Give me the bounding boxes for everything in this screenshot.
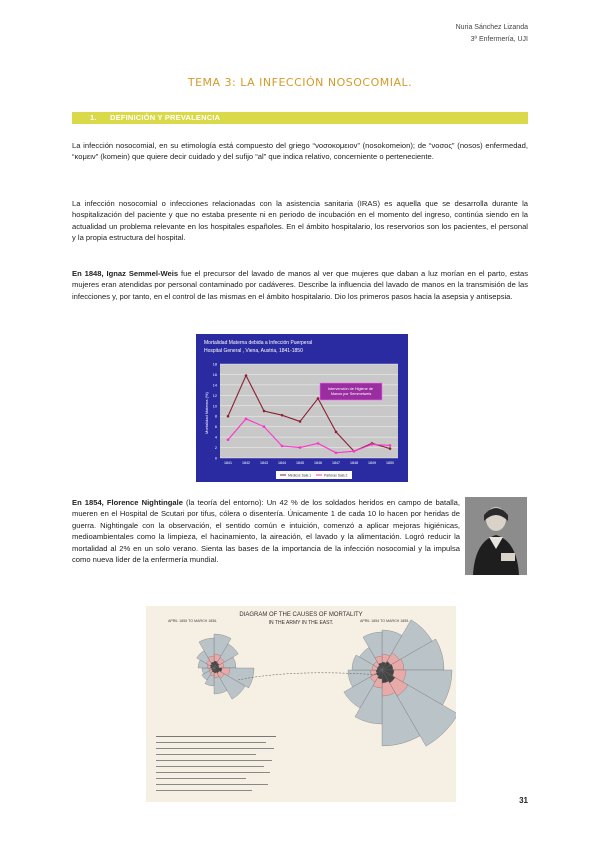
y-tick-label: 10 <box>212 404 217 409</box>
header-author: Nuria Sánchez Lizanda <box>455 24 528 31</box>
chart-svg <box>196 334 408 482</box>
paragraph-semmelweis <box>72 268 528 302</box>
data-point <box>281 445 284 448</box>
data-point <box>317 397 320 400</box>
right-rose-caption: APRIL 1854 TO MARCH 1855. <box>360 619 410 623</box>
legend-label: Parteras Sala 2 <box>324 473 348 478</box>
x-tick-label: 1844 <box>278 461 286 465</box>
x-tick-label: 1846 <box>314 461 322 465</box>
x-tick-label: 1850 <box>386 461 394 465</box>
data-point <box>227 415 230 418</box>
y-tick-label: 2 <box>214 446 217 451</box>
section-number: 1. <box>90 113 97 122</box>
section-label: DEFINICIÓN Y PREVALENCIA <box>110 113 221 122</box>
data-point <box>389 444 392 447</box>
paragraph-nightingale <box>72 497 460 565</box>
paragraph-definition: La infección nosocomial o infecciones relacionadas con la asistencia sanitaria (IRAS) es aquella que se desarrolla durante la hospitalización del paciente y que no estaba presente ni en periodo de incubación en el momento del ingreso, continúa siendo en la actualidad un problema relevante en los hospitales españoles. En el ámbito hospitalario, los reservorios son los pacientes, el personal y la propia estructura del hospital. <box>72 199 528 243</box>
diagram-legend-text <box>156 736 276 791</box>
y-tick-label: 14 <box>212 383 217 388</box>
y-tick-label: 18 <box>212 362 217 367</box>
nightingale-rose-diagram <box>146 606 456 802</box>
data-point <box>317 442 320 445</box>
y-tick-label: 8 <box>214 414 217 419</box>
semmelweis-chart <box>196 334 408 482</box>
rose-right <box>344 620 456 746</box>
page-header <box>456 22 528 46</box>
data-point <box>299 446 302 449</box>
page-number: 31 <box>519 796 528 805</box>
data-point <box>389 447 392 450</box>
x-tick-label: 1841 <box>224 461 232 465</box>
data-point <box>245 418 248 421</box>
left-rose-caption: APRIL 1855 TO MARCH 1856. <box>168 619 218 623</box>
semmelweis-text: fue el precursor del lavado de manos al ver que mujeres que daban a luz morían en el parto, estas mujeres eran atendidas por personal contaminado por cadáveres. Describe la influencia del lavado de manos en la transmisión de las infecciones y, por tanto, en el control de las mismas en el ámbito hospitalario. Dio los primeros pasos hacia la asepsia y antisepsia. <box>72 269 528 301</box>
nightingale-portrait <box>465 497 527 575</box>
data-point <box>263 410 266 413</box>
x-tick-label: 1845 <box>296 461 304 465</box>
x-tick-label: 1843 <box>260 461 268 465</box>
nightingale-text: (la teoría del entorno): Un 42 % de los soldados heridos en campo de batalla, mueren en el Hospital de Scutari por tifus, cólera o disentería. Únicamente 1 de cada 10 lo hacen por heridas de guerra. Nightingale con la observación, el sentido común e intuición, comenzó a aplicar mejoras higiénicas, medioambientales como la limpieza, el hacinamiento, la aireación, el lavado y la alimentación. Logró reducir la mortalidad al 2% en un solo verano. Sienta las bases de la importancia de la infección nosocomial y la impulsa como nueva líder de la enfermería mundial. <box>72 498 460 565</box>
diagram-title-1: DIAGRAM OF THE CAUSES OF MORTALITY <box>239 612 363 618</box>
annotation-text: Intervención de Higiene de Manos por Semmelweis <box>327 387 374 396</box>
data-point <box>335 451 338 454</box>
chart-ylabel: Mortalidad Materna (%) <box>204 392 209 434</box>
y-tick-label: 0 <box>214 456 217 461</box>
chart-subtitle: Hospital General , Viena, Austria, 1841-1850 <box>204 348 303 354</box>
paragraph-etymology: La infección nosocomial, en su etimología está compuesto del griego “νοσοκομειον” (nosokomeion); de “νοσος” (nosos) enfermedad, “κομειν” (komein) que quiere decir cuidado y del sufijo “al” que indica relativo, concerniente o perteneciente. <box>72 141 528 162</box>
data-point <box>335 431 338 434</box>
data-point <box>353 450 356 453</box>
chart-title: Mortalidad Materna debida a Infección Puerperal <box>204 340 313 346</box>
data-point <box>227 438 230 441</box>
x-tick-label: 1847 <box>332 461 340 465</box>
data-point <box>245 374 248 377</box>
data-point <box>263 425 266 428</box>
y-tick-label: 4 <box>214 435 217 440</box>
semmelweis-lead: En 1848, Ignaz Semmel-Weis <box>72 269 179 278</box>
legend-label: Médicos Sala 1 <box>288 473 312 478</box>
y-tick-label: 6 <box>214 425 217 430</box>
data-point <box>371 443 374 446</box>
data-point <box>281 414 284 417</box>
section-heading <box>72 112 528 124</box>
y-tick-label: 16 <box>212 372 217 377</box>
y-tick-label: 12 <box>212 393 217 398</box>
diagram-title-2: IN THE ARMY IN THE EAST. <box>268 620 334 626</box>
x-tick-label: 1842 <box>242 461 250 465</box>
page-title: TEMA 3: LA INFECCIÓN NOSOCOMIAL. <box>187 76 413 89</box>
x-tick-label: 1849 <box>368 461 376 465</box>
data-point <box>299 420 302 423</box>
x-tick-label: 1848 <box>350 461 358 465</box>
header-course: 3º Enfermería, UJI <box>470 36 528 43</box>
portrait-image <box>465 497 527 575</box>
rose-diagram-svg <box>146 606 456 802</box>
nightingale-lead: En 1854, Florence Nightingale <box>72 498 183 507</box>
rose-left <box>197 634 254 699</box>
